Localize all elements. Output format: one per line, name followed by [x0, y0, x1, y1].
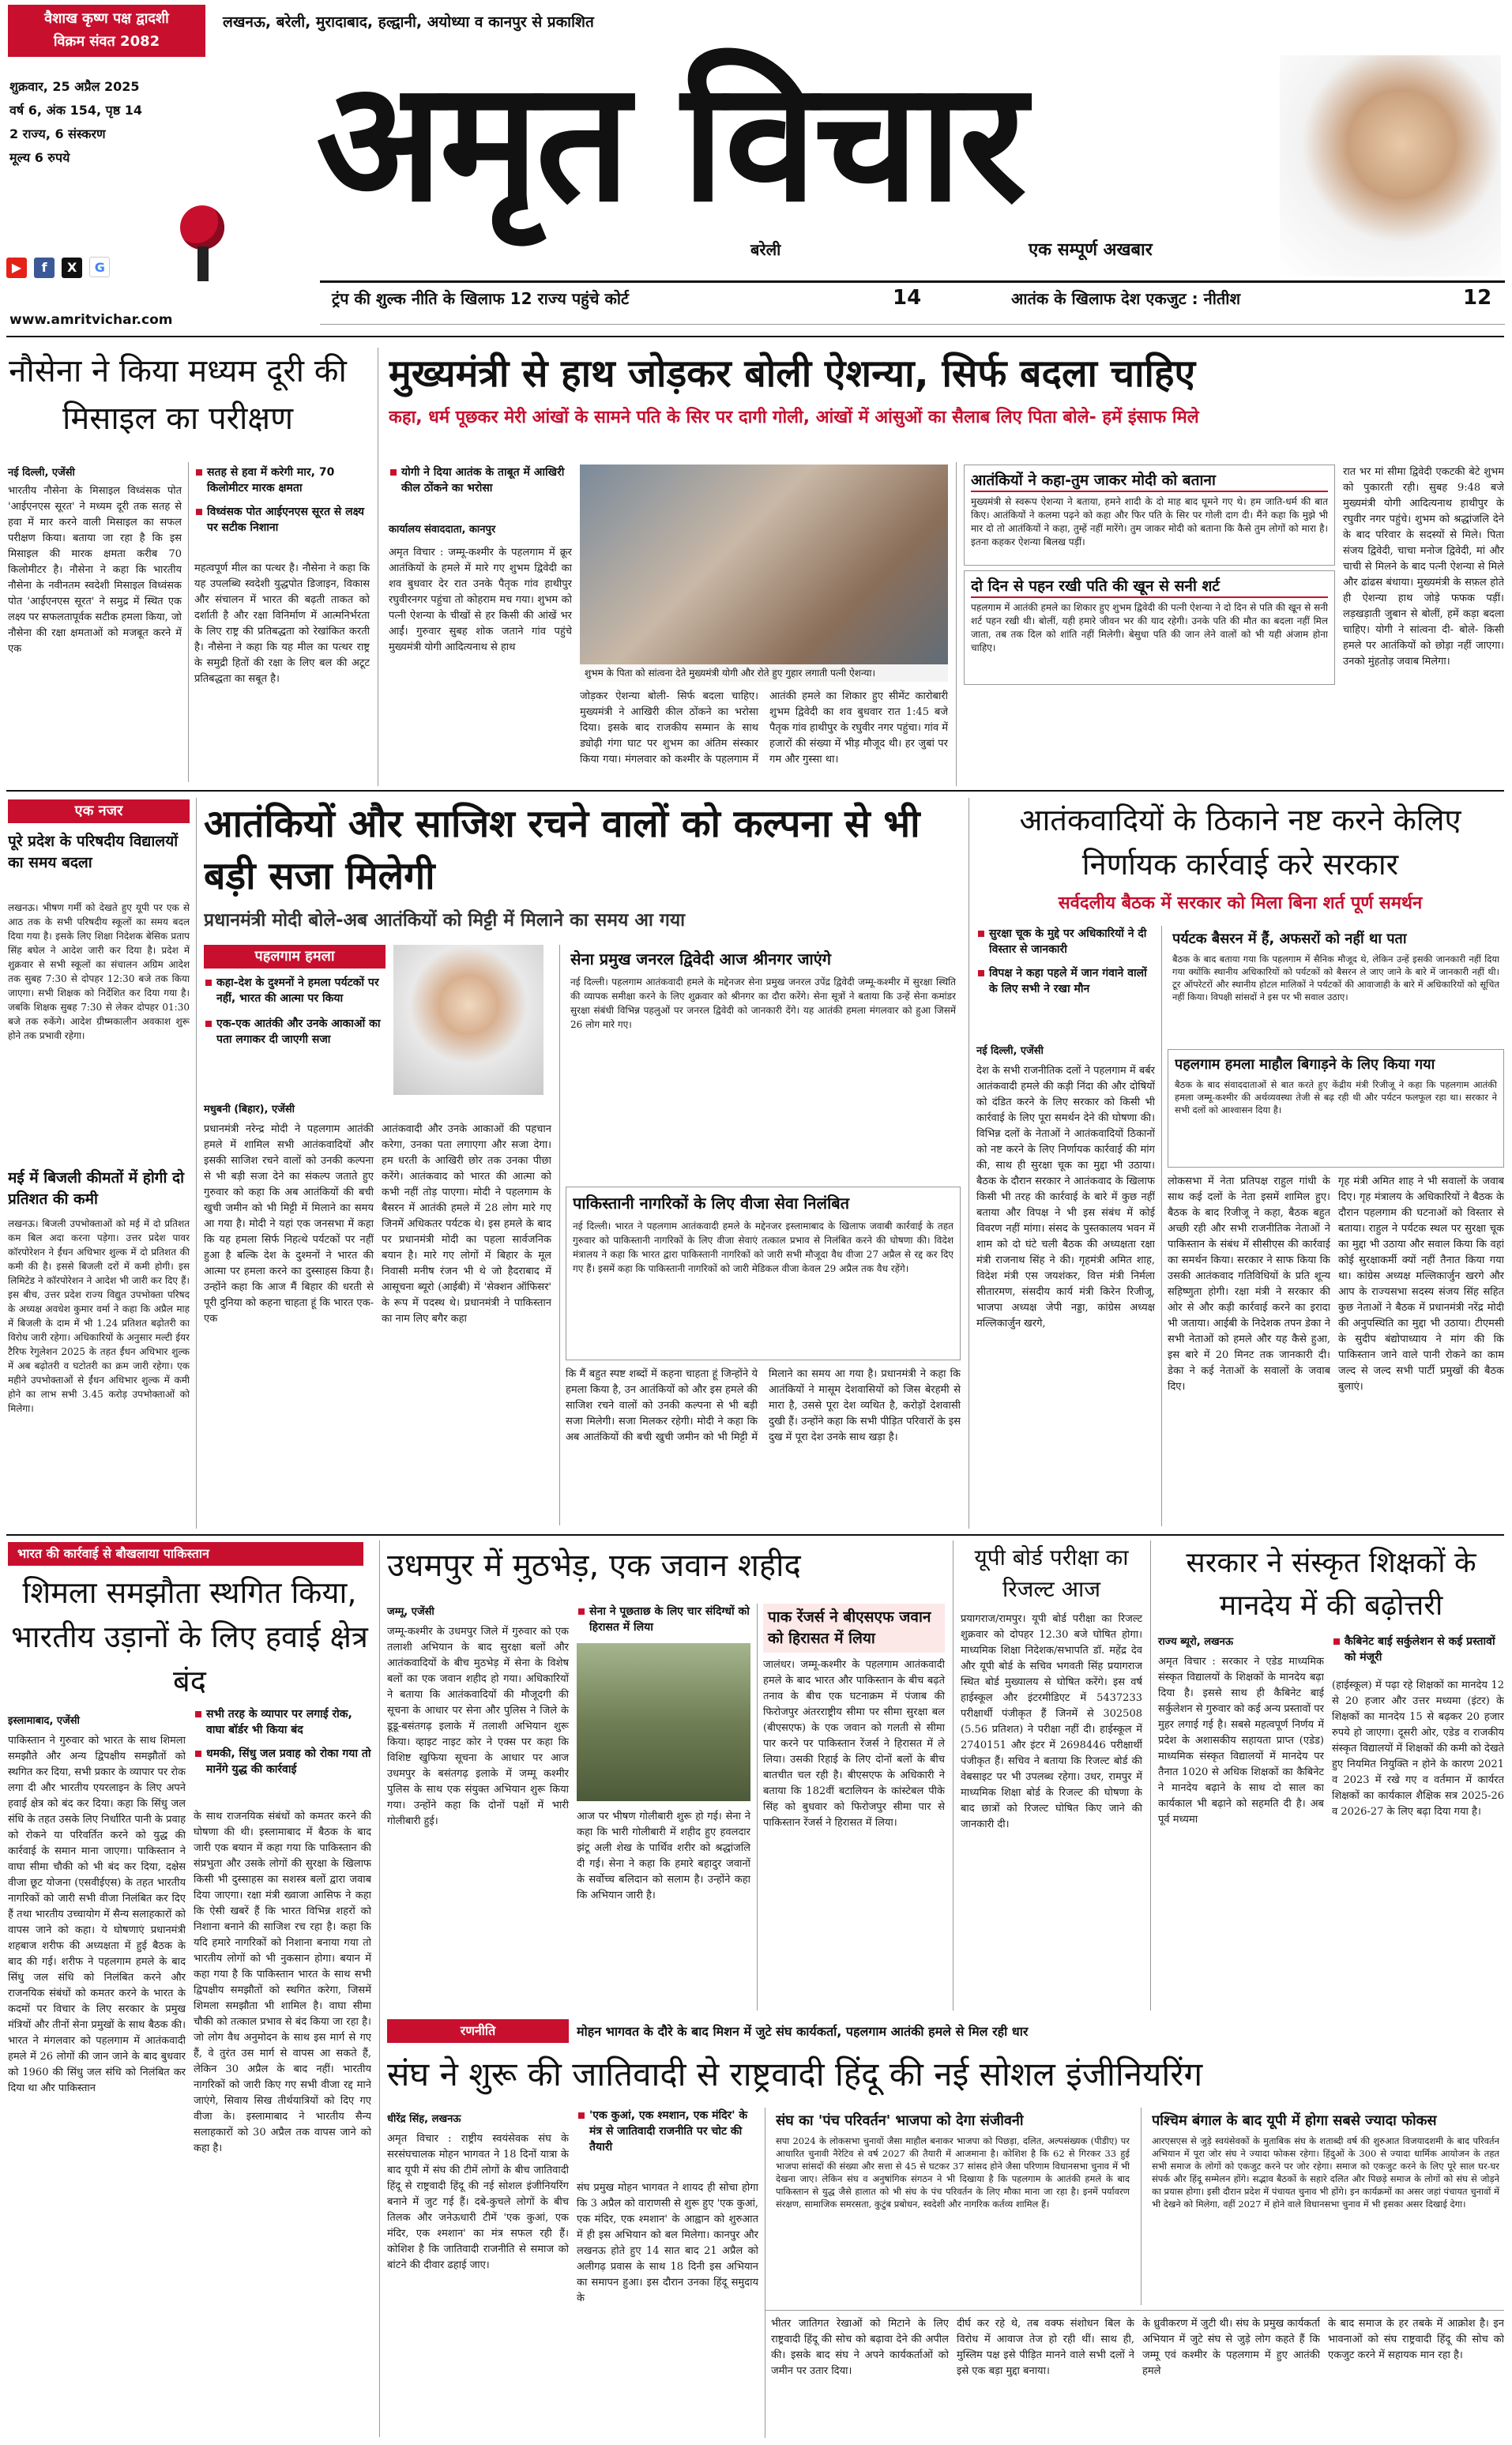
modi-portrait — [393, 945, 543, 1095]
navy-body-2: महत्वपूर्ण मील का पत्थर है। नौसेना ने कहा कि यह उपलब्धि स्वदेशी युद्धपोत डिजाइन, विकास और संचालन में भारत की बढ़ती ताकत को दर्शाती है और रक्षा विनिर्माण में आत्मनिर्भरता के लिए राष्ट्र की प्रतिबद्धता को रेखांकित करती है। नौसेना ने कहा कि यह मील का पत्थर राष्ट्र के समुद्री हितों की रक्षा के लिए बल की अटूट प्रतिबद्धता का सबूत है। — [194, 562, 370, 685]
navy-headline: नौसेना ने किया मध्यम दूरी की मिसाइल का परीक्षण — [9, 353, 347, 437]
all-party-bullet-2: विपक्ष ने कहा पहले में जान गंवाने वालों के लिए सभी ने रखा मौन — [976, 965, 1155, 997]
udhampur-bullet: सेना ने पूछताछ के लिए चार संदिग्धों को हिरासत में लिया — [577, 1604, 750, 1635]
udhampur-dateline: जम्मू, एजेंसी — [387, 1606, 434, 1618]
rss-box-2-title: पश्चिम बंगाल के बाद यूपी में होगा सबसे ज्यादा फोकस — [1152, 2112, 1437, 2129]
udhampur-headline: उधमपुर में मुठभेड़, एक जवान शहीद — [387, 1548, 801, 1584]
navy-dateline: नई दिल्ली, एजेंसी — [8, 467, 75, 479]
visa-title: पाकिस्तानी नागरिकों के लिए वीजा सेवा निलंबित — [573, 1194, 850, 1213]
aishanya-subhead: कहा, धर्म पूछकर मेरी आंखों के सामने पति के सिर पर दागी गोली, आंखों में आंसुओं का सैलाब लिए पिता बोले- हमें इंसाफ मिले — [389, 408, 1199, 427]
navy-bullets — [194, 465, 370, 536]
aishanya-photo-caption: शुभम के पिता को सांत्वना देते मुख्यमंत्री योगी और रोते हुए गुहार लगाती पत्नी ऐशन्या। — [580, 664, 948, 682]
teaser-2-page: 12 — [1463, 286, 1492, 310]
navy-body: भारतीय नौसेना के मिसाइल विध्वंसक पोत 'आईएनएस सूरत' ने मध्यम दूरी तक सतह से हवा में मार करने वाली मिसाइल का सफल परीक्षण किया। बताया जा रहा है कि इस मिसाइल की मारक क्षमता करीब 70 किलोमीटर है। नौसेना ने कहा कि भारतीय नौसेना के नवीनतम स्वदेशी मिसाइल विध्वंसक पोत 'आईएनएस सूरत' ने समुद्र में स्थित एक लक्ष्य पर सफलतापूर्वक सटीक हमला किया, जो नौसेना की रक्षा क्षमताओं को मजबूत करने में एक — [8, 485, 182, 655]
newspaper-title: अमृत विचार — [316, 45, 1024, 239]
modi-tag: पहलगाम हमला — [204, 945, 386, 969]
tagline: एक सम्पूर्ण अखबार — [1029, 240, 1153, 260]
masthead-rule — [6, 336, 1504, 337]
rss-bottom-3: के ध्रुवीकरण में जुटी थी। संघ के प्रमुख कार्यकर्ता अभियान में जुटे संघ से जुड़े लोग कहते हैं कि जम्मू एवं कश्मीर के पहलगाम में हुए आतंकी हमले — [1142, 2318, 1320, 2377]
sanskrit-headline: सरकार ने संस्कृत शिक्षकों के मानदेय में की बढ़ोत्तरी — [1186, 1547, 1476, 1622]
issue-volume: वर्ष 6, अंक 154, पृष्ठ 14 — [9, 103, 142, 118]
aishanya-bullet-box — [389, 465, 572, 496]
sanskrit-bullet: कैबिनेट बाई सर्कुलेशन से कई प्रस्तावों को मंजूरी — [1332, 1634, 1504, 1665]
modi-dateline: मधुबनी (बिहार), एजेंसी — [204, 1104, 295, 1115]
modi-body-1: प्रधानमंत्री नरेन्द्र मोदी ने पहलगाम आतंकी हमले में शामिल सभी आतंकवादियों और इसकी साजिश रचने वालों को उनकी कल्पना से भी बड़ी सजा देने का संकल्प जताते हुए गुरुवार को कहा कि अब आतंकियों की बची खुची जमीन को भी मिट्टी में मिलाने का समय आ गया है। मोदी ने यहां एक जनसभा में कहा कि यह हमला सिर्फ निहत्थे पर्यटकों पर नहीं हुआ है बल्कि देश के दुश्मनों ने भारत की आत्मा पर हमला करने का दुस्साहस किया है। उन्होंने कहा कि आज मैं बिहार की धरती से पूरी दुनिया को कहना चाहता हूं कि भारत एक-एक — [204, 1123, 374, 1325]
upboard-body: प्रयागराज/रामपुर। यूपी बोर्ड परीक्षा का रिजल्ट शुक्रवार को दोपहर 12.30 बजे घोषित होगा। माध्यमिक शिक्षा निदेशक/सभापति डॉ. महेंद्र देव और यूपी बोर्ड के सचिव भगवती सिंह प्रयागराज स्थित बोर्ड मुख्यालय से घोषित करेंगे। इस वर्ष हाईस्कूल और इंटरमीडिएट में 5437233 परीक्षार्थी पंजीकृत हैं जिनमें से 302508 (5.56 प्रतिशत) ने परीक्षा नहीं दी। हाईस्कूल में 2740151 और इंटर में 2698446 परीक्षार्थी पंजीकृत हैं। सचिव ने बताया कि रिजल्ट बोर्ड की वेबसाइट पर भी उपलब्ध रहेगा। उधर, रामपुर में माध्यमिक शिक्षा बोर्ड के रिजल्ट की घोषणा के बाद छात्रों को रिजल्ट घोषित किए जाने की जानकारी दी। — [961, 1613, 1142, 1830]
editions-line: लखनऊ, बरेली, मुरादाबाद, हल्द्वानी, अयोध्या व कानपुर से प्रकाशित — [223, 13, 594, 31]
army-chief-title: सेना प्रमुख जनरल द्विवेदी आज श्रीनगर जाएंगे — [570, 950, 832, 969]
city-name: बरेली — [750, 240, 781, 259]
rss-box-2-body: आरएसएस से जुड़े स्वयंसेवकों के मुताबिक संघ के शताब्दी वर्ष की शुरुआत विजयादशमी के बाद परिवर्तन अभियान में पूरा जोर संघ ने ज्यादा फोकस रहेगा। हिंदुओं के 300 से ज्यादा धार्मिक आयोजन के तहत सभी समाज के लोगों को एकजुट करने पर जोर रहेगा। समाज को एकजुट करने के लिए पूरे साल घर-घर संपर्क और हिंदू सम्मेलन होंगे। सद्भाव बैठकों के सहारे दलित और पिछड़े समाज के लोगों को संघ से जोड़ने का प्रयास होगा। इसी दौरान प्रदेश में पंचायत चुनाव भी होंगे। इन कार्यक्रमों का असर जहां पंचायत चुनावों में भी देखने को मिलेगा, वहीं 2027 में होने वाले विधानसभा चुनाव में भी इसका असर दिखाई देगा। — [1152, 2135, 1499, 2210]
all-party-subhead: सर्वदलीय बैठक में सरकार को मिला बिना शर्त पूर्ण समर्थन — [1058, 893, 1423, 913]
rss-box-2 — [1147, 2108, 1504, 2305]
edition-info — [9, 75, 183, 170]
teaser-1-page: 14 — [893, 286, 922, 310]
modi-headline: आतंकियों और साजिश रचने वालों को कल्पना से भी बड़ी सजा मिलेगी — [204, 802, 920, 898]
rss-bottom-1: भीतर जातिगत रेखाओं को मिटाने के लिए राष्ट्रवादी हिंदू की सोच को बढ़ावा देने की अपील की। इसके बाद संघ ने अपने कार्यकर्ताओं को जमीन पर उतार दिया। — [771, 2318, 949, 2377]
shimla-headline: शिमला समझौता स्थगित किया, भारतीय उड़ानों के लिए हवाई क्षेत्र बंद — [11, 1575, 368, 1698]
issue-date: शुक्रवार, 25 अप्रैल 2025 — [9, 79, 140, 94]
x-icon[interactable]: X — [62, 258, 82, 278]
aishanya-body: अमृत विचार : जम्मू-कश्मीर के पहलगाम में क्रूर आतंकियों के हमले में मारे गए शुभम द्विवेदी का शव बुधवार देर रात उनके पैतृक गांव हाथीपुर रघुवीरनगर पहुंचा तो कोहराम मच गया। शुभम को पत्नी ऐशन्या के चीखों से हर किसी की आंखें भर आईं। गुरुवार सुबह शोक जताने गांव पहुंचे मुख्यमंत्री योगी आदित्यनाथ से हाथ — [389, 547, 572, 653]
modi-subhead: प्रधानमंत्री मोदी बोले-अब आतंकियों को मिट्टी में मिलाने का समय आ गया — [204, 910, 686, 931]
rss-body-1: अमृत विचार : राष्ट्रीय स्वयंसेवक संघ के सरसंघचालक मोहन भागवत ने 18 दिनों यात्रा के बाद यूपी में संघ की टीमें लोगों के बीच जातिवादी हिंदू से राष्ट्रवादी हिंदू की नई सोशल इंजीनियरिंग बनाने में जुट गई हैं। दबे-कुचले लोगों के बीच तिलक और जनेऊधारी टीमें 'एक कुआं, एक मंदिर, एक श्मशान' का मंत्र सफल रही हैं। कोशिश है कि जातिवादी राजनीति से समाज को बांटने की दीवार ढहाई जाए। — [387, 2133, 569, 2271]
shimla-dateline: इस्लामाबाद, एजेंसी — [8, 1715, 80, 1727]
aishanya-box-2 — [964, 570, 1335, 685]
atmosphere-box-body: बैठक के बाद संवाददाताओं से बात करते हुए केंद्रीय मंत्री रिजीजू ने कहा कि पहलगाम आतंकी हमला जम्मू-कश्मीर की अर्थव्यवस्था तेजी से बढ़ रही थी और पर्यटन फलफूल रहा था। सरकार ने सभी दलों को आश्वासन दिया है। — [1175, 1079, 1497, 1115]
panchang-box — [8, 5, 205, 57]
army-chief-body: नई दिल्ली। पहलगाम आतंकवादी हमले के मद्देनजर सेना प्रमुख जनरल उपेंद्र द्विवेदी जम्मू-कश्मीर में सुरक्षा स्थिति की व्यापक समीक्षा करने के लिए शुक्रवार को श्रीनगर का दौरा करेंगे। सेना सूत्रों ने बताया कि उन्हें सेना कमांडर सुरक्षा संबंधी विभिन्न पहलुओं पर जनरल द्विवेदी को जानकारी देंगे। यह आतंकी हमला मंगलवार को हुआ जिसमें 26 लोग मारे गए। — [570, 976, 956, 1030]
shimla-body-2: के साथ राजनयिक संबंधों को कमतर करने की घोषणा की थी। इस्लामाबाद में बैठक के बाद जारी एक बयान में कहा गया कि पाकिस्तान की संप्रभुता और उसके लोगों की सुरक्षा के खिलाफ किसी भी दुस्साहस का सशस्त्र बलों द्वारा जवाब दिया जाएगा। रक्षा मंत्री ख्वाजा आसिफ ने कहा कि ऐसी खबरें हैं कि भारत विभिन्न शहरों को निशाना बनाने की साजिश रच रहा है। कहा कि यदि हमारे नागरिकों को निशाना बनाया गया तो भारतीय लोगों को भी नुकसान होगा। बयान में कहा गया है कि पाकिस्तान भारत के साथ सभी द्विपक्षीय समझौतों को स्थगित करेगा, जिसमें शिमला समझौता भी शामिल है। वाघा सीमा चौकी को तत्काल प्रभाव से बंद किया जा रहा है। जो लोग वैध अनुमोदन के साथ इस मार्ग से गए हैं, वे तुरंत उस मार्ग से वापस आ सकते हैं, लेकिन 30 अप्रैल के बाद नहीं। भारतीय नागरिकों को जारी किए गए सभी वीजा रद्द माने जाएंगे, सिवाय सिख तीर्थयात्रियों को दिए गए वीजा के। इस्लामाबाद ने भारतीय सैन्य सलाहकारों को 30 अप्रैल तक वापस जाने को कहा है। — [194, 1811, 371, 2154]
upboard-headline: यूपी बोर्ड परीक्षा का रिजल्ट आज — [974, 1544, 1129, 1602]
all-party-body-3: गृह मंत्री अमित शाह ने भी सवालों के जवाब दिए। गृह मंत्रालय के अधिकारियों ने बैठक के दौरान पहलगाम की घटनाओं को विस्तार से बताया। राहुल ने पर्यटक स्थल पर सुरक्षा चूक का मुद्दा भी उठाया और सवाल किया कि वहां कोई सुरक्षाकर्मी क्यों नहीं तैनात किया गया था। कांग्रेस अध्यक्ष मल्लिकार्जुन खरगे और आप के राज्यसभा सदस्य संजय सिंह सहित कुछ नेताओं ने बैठक में प्रधानमंत्री नरेंद्र मोदी की अनुपस्थिति का मुद्दा भी उठाया। टीएमसी के सुदीप बंद्योपाध्याय ने मांग की कि पाकिस्तान जाने वाले पानी रोकने का काम जल्द से जल्द सभी पार्टी प्रमुखों की बैठक बुलाएं। — [1338, 1175, 1504, 1393]
ek-nazar-h2: मई में बिजली कीमतों में होगी दो प्रतिशत की कमी — [8, 1169, 185, 1208]
visa-box — [566, 1187, 961, 1360]
rss-kicker: मोहन भागवत के दौरे के बाद मिशन में जुटे संघ कार्यकर्ता, पहलगाम आतंकी हमले से मिल रही धार — [577, 2024, 1029, 2039]
google-icon[interactable]: G — [89, 257, 110, 277]
rss-bottom-4: के बाद समाज के हर तबके में आक्रोश है। इन भावनाओं को संघ राष्ट्रवादी हिंदू की सोच को एकजुट करने में सहायक मान रहा है। — [1328, 2318, 1504, 2361]
sanskrit-dateline: राज्य ब्यूरो, लखनऊ — [1158, 1636, 1234, 1648]
udhampur-caption: आज पर भीषण गोलीबारी शुरू हो गई। सेना ने कहा कि भारी गोलीबारी में शहीद हुए हवलदार झंटू अली शेख के पार्थिव शरीर को श्रद्धांजलि दी गई। सेना ने कहा कि हमारे बहादुर जवानों के सर्वोच्च बलिदान को सलाम है। उन्होंने कहा कि अभियान जारी है। — [577, 1811, 750, 1901]
shimla-bullets — [194, 1706, 371, 1777]
atmosphere-box — [1168, 1049, 1504, 1168]
ek-nazar-b2: लखनऊ। बिजली उपभोक्ताओं को मई में दो प्रतिशत कम बिल अदा करना पड़ेगा। उत्तर प्रदेश पावर कॉरपोरेशन ने ईंधन अधिभार शुल्क में दो प्रतिशत की कमी की है। इससे बिजली दरों में कमी होगी। इस लिमिटेड ने कॉरपोरेशन ने आदेश भी जारी कर दिए हैं। इस बीच, उत्तर प्रदेश राज्य विद्युत उपभोक्ता परिषद के अध्यक्ष अवधेश कुमार वर्मा ने कहा कि अप्रैल माह में बिजली के दाम में भी 1.24 प्रतिशत बढ़ोतरी का विरोध जारी रहेगा। अधिकारियों के अनुसार मल्टी ईयर टैरिफ रेगुलेशन 2025 के तहत ईंधन अधिभार शुल्क में अब बढ़ोतरी व घटोतरी का क्रम जारी रहेगा। एक महीने उपभोक्ताओं से ईंधन अधिभार शुल्क में कमी होने का लाभ सभी 3.45 करोड़ उपभोक्ताओं को मिलेगा। — [8, 1218, 190, 1414]
modi-bullet-1: कहा-देश के दुश्मनों ने हमला पर्यटकों पर नहीं, भारत की आत्मा पर किया — [204, 975, 386, 1006]
navy-bullet-2: विध्वंसक पोत आईएनएस सूरत से लक्ष्य पर सटीक निशाना — [194, 504, 370, 536]
ek-nazar-b1: लखनऊ। भीषण गर्मी को देखते हुए यूपी पर एक से आठ तक के सभी परिषदीय स्कूलों का समय बदल दिया गया है। इसके लिए शिक्षा निदेशक बेसिक प्रताप सिंह बघेल ने आदेश जारी कर दिया है। प्रदेश में शुक्रवार से सभी स्कूलों का संचालन अग्रिम आदेश तक सुबह 7:30 से दोपहर 12:30 बजे तक किया जाएगा। सभी शिक्षक को निर्देशित कर दिया गया है। जबकि शिक्षक सुबह 7:30 से लेकर दोपहर 01:30 बजे तक रुकेंगे। आदेश ग्रीष्मकालीन अवकाश शुरू होने तक प्रभावी रहेगा। — [8, 902, 190, 1041]
tourist-box-title: पर्यटक बैसरन में हैं, अफसरों को नहीं था पता — [1172, 931, 1407, 947]
shimla-bullet-2: धमकी, सिंधु जल प्रवाह को रोका गया तो मानेंगे युद्ध की कार्रवाई — [194, 1746, 371, 1777]
tourist-box — [1168, 926, 1504, 1046]
teaser-2[interactable]: आतंक के खिलाफ देश एकजुट : नीतीश — [1011, 289, 1241, 308]
bsf-box — [763, 1604, 945, 2011]
udhampur-body: जम्मू-कश्मीर के उधमपुर जिले में गुरुवार को एक तलाशी अभियान के बाद सुरक्षा बलों और आतंकवादियों के बीच मुठभेड़ में सेना के विशेष बलों का एक जवान शहीद हो गया। अधिकारियों ने बताया कि आतंकवादियों की मौजूदगी की सूचना के आधार पर सेना और पुलिस ने जिले के डूडू-बसंतगढ़ इलाके में तलाशी अभियान शुरू किया। व्हाइट नाइट कोर ने एक्स पर कहा कि विशिष्ट खुफिया सूचना के आधार पर आज उधमपुर के बसंतगढ़ इलाके में जम्मू कश्मीर पुलिस के साथ एक संयुक्त अभियान शुरू किया गया। उन्होंने कहा कि दोनों पक्षों में भारी गोलीबारी हुई। — [387, 1626, 569, 1827]
aishanya-box-1 — [964, 465, 1335, 566]
visa-body: नई दिल्ली। भारत ने पहलगाम आतंकवादी हमले के मद्देनजर इस्लामाबाद के खिलाफ जवाबी कार्रवाई के तहत गुरुवार को पाकिस्तानी नागरिकों के लिए वीजा सेवाएं तत्काल प्रभाव से निलंबित करने की घोषणा की। विदेश मंत्रालय ने कहा कि भारत द्वारा पाकिस्तानी नागरिकों को जारी सभी मौजूदा वैध वीजा 27 अप्रैल से रद्द कर दिए गए हैं। इसमें कहा कि पाकिस्तानी नागरिकों को जारी मेडिकल वीजा केवल 29 अप्रैल तक वैध रहेंगे। — [573, 1221, 953, 1274]
all-party-bullet-1: सुरक्षा चूक के मुद्दे पर अधिकारियों ने दी विस्तार से जानकारी — [976, 926, 1155, 957]
masthead-portrait — [1280, 55, 1501, 276]
shimla-bullet-1: सभी तरह के व्यापार पर लगाई रोक, वाघा बॉर्डर भी किया बंद — [194, 1706, 371, 1738]
udhampur-bullet-box — [577, 1604, 750, 1635]
all-party-body: देश के सभी राजनीतिक दलों ने पहलगाम में बर्बर आतंकवादी हमले की कड़ी निंदा की और दोषियों को दंडित करने के लिए सरकार को किसी भी कार्रवाई के लिए पूरा समर्थन देने की घोषणा की। विभिन्न दलों के नेताओं ने आतंकवादियों ठिकानों को नष्ट करने के लिए निर्णायक कार्रवाई की मांग की, साथ ही सुरक्षा चूक का मुद्दा भी उठाया। बैठक के दौरान सरकार ने आतंकवाद के खिलाफ किसी भी तरह की कार्रवाई के बारे में कुछ नहीं बताया और विपक्ष ने भी इस संबंध में कोई विवरण नहीं मांगा। संसद के पुस्तकालय भवन में शाम को दो घंटे चली बैठक की अध्यक्षता रक्षा मंत्री राजनाथ सिंह ने की। गृहमंत्री अमित शाह, विदेश मंत्री एस जयशंकर, वित्त मंत्री निर्मला सीतारमण, संसदीय कार्य मंत्री किरेन रिजीजू, भाजपा अध्यक्ष जेपी नड्डा, कांग्रेस अध्यक्ष मल्लिकार्जुन खरगे, — [976, 1065, 1155, 1330]
hindu-month: वैशाख कृष्ण पक्ष द्वादशी — [44, 10, 169, 27]
atmosphere-box-title: पहलगाम हमला माहौल बिगाड़ने के लिए किया गया — [1175, 1056, 1435, 1073]
aishanya-box-1-title: आतंकियों ने कहा-तुम जाकर मोदी को बताना — [971, 470, 1328, 492]
sanskrit-body-1: अमृत विचार : सरकार ने एडेड माध्यमिक संस्कृत विद्यालयों के शिक्षकों के मानदेय बढ़ा दिया है। इससे साथ ही कैबिनेट बाई सर्कुलेशन से गुरुवार को कई अन्य प्रस्तावों पर मुहर लगाई गई है। सबसे महत्वपूर्ण निर्णय में प्रदेश के अशासकीय सहायता प्राप्त (एडेड) माध्यमिक संस्कृत विद्यालयों में मानदेय पर तैनात 1020 से अधिक शिक्षकों का कैबिनेट ने मानदेय बढ़ाने के साथ दो साल का कार्यकाल भी बढ़ाने को सहमति दी है। अब पूर्व मध्यमा — [1158, 1656, 1324, 1826]
aishanya-bullet: योगी ने दिया आतंक के ताबूत में आखिरी कील ठोंकने का भरोसा — [389, 465, 572, 496]
sanskrit-bullet-box — [1332, 1634, 1504, 1665]
modi-body-3: कि मैं बहुत स्पष्ट शब्दों में कहना चाहता हूं जिन्होंने ये हमला किया है, उन आतंकियों को और इस हमले की साजिश रचने वालों को उनकी कल्पना से भी बड़ी सजा मिलेगी। सजा मिलकर रहेगी। मोदी ने कहा कि अब आतंकियों की बची खुची जमीन को भी मिट्टी में मिलाने का समय आ गया है। प्रधानमंत्री ने कहा कि आतंकियों ने मासूम देशवासियों को जिस बेरहमी से मारा है, उससे पूरा देश व्यथित है, करोड़ों देशवासी दुखी हैं। उन्होंने कहा कि सभी पीड़ित परिवारों के इस दुख में पूरा देश उनके साथ खड़ा है। — [566, 1368, 961, 1443]
rss-headline: संघ ने शुरू की जातिवादी से राष्ट्रवादी हिंदू की नई सोशल इंजीनियरिंग — [387, 2055, 1203, 2093]
edition-count: 2 राज्य, 6 संस्करण — [9, 126, 106, 141]
rss-box-1 — [771, 2108, 1134, 2305]
rss-bottom-2: दीर्घ कर रहे थे, तब वक्फ संशोधन बिल के विरोध में आवाज तेज हो रही थीं। साथ ही, मुस्लिम पक्ष इसे पीड़ित मानने वाले सभी दलों ने इसे एक बड़ा मुद्दा बनाया। — [957, 2318, 1134, 2377]
modi-body-2: आतंकवादी और उनके आकाओं की पहचान करेगा, उनका पता लगाएगा और सजा देगा। हम धरती के आखिरी छोर तक उनका पीछा करेंगे। आतंकवाद को भारत की आत्मा को कभी नहीं तोड़ पाएगा। मोदी ने पहलगाम के बैसरन में आतंकी हमले में 28 लोग मारे गए जिनमें अधिकतर पर्यटक थे। इस हमले के बाद पर प्रधानमंत्री मोदी का पहला सार्वजनिक बयान है। मारे गए लोगों में बिहार के मूल निवासी मनीष रंजन भी थे जो हैदराबाद में आसूचना ब्यूरो (आईबी) में 'सेक्शन ऑफिसर' के रूप में पदस्थ थे। प्रधानमंत्री ने पाकिस्तान का नाम लिए बगैर कहा — [382, 1123, 551, 1325]
tourist-box-body: बैठक के बाद बताया गया कि पहलगाम में सैनिक मौजूद थे, लेकिन उन्हें इसकी जानकारी नहीं दिया गया क्योंकि स्थानीय अधिकारियों को पर्यटकों को बैसरन ले जाए जाने के बारे में जानकारी नहीं थी। टूर ऑपरेटरों और स्थानीय होटल मालिकों ने पर्यटकों की आवाजाही के बारे में अधिकारियों को सूचित नहीं किया। विपक्षी सांसदों ने इस पर भी सवाल उठाए। — [1172, 954, 1499, 1002]
samvat: विक्रम संवत 2082 — [53, 33, 160, 50]
aishanya-box-2-body: पहलगाम में आतंकी हमले का शिकार हुए शुभम द्विवेदी की पत्नी ऐशन्या ने दो दिन से पति की खून से सनी शर्ट पहन रखी थी। बोलीं, यही हमारे जीवन भर की याद रहेगी। उनके पति की मौत का बदला नहीं मिल जाता, तब तक दिल को शांति नहीं मिलेगी। बेसुधा पति की जान लेने वालों को भी यही अंजाम होना चाहिए। — [971, 602, 1328, 653]
facebook-icon[interactable]: f — [34, 258, 55, 278]
all-party-body-2: लोकसभा में नेता प्रतिपक्ष राहुल गांधी के साथ कई दलों के नेता इसमें शामिल हुए। बैठक के बाद रिजीजू ने कहा, बैठक बहुत अच्छी रही और सभी राजनीतिक नेताओं ने पाकिस्तान के संबंध में सीसीएस की कार्रवाई का समर्थन किया। सरकार ने साफ किया कि उसकी आतंकवाद गतिविधियों के प्रति शून्य सहिष्णुता होगी। रक्षा मंत्री ने सरकार की ओर से और कड़ी कार्रवाई करने का इरादा भी जताया। आईबी के निदेशक तपन डेका ने सभी नेताओं को हमले और यह कैसे हुआ, इस बारे में 20 मिनट तक जानकारी दी। डेका ने कई नेताओं के सवालों के जवाब दिए। — [1168, 1175, 1330, 1393]
navy-bullet-1: सतह से हवा में करेगी मार, 70 किलोमीटर मारक क्षमता — [194, 465, 370, 496]
bsf-title: पाक रेंजर्स ने बीएसएफ जवान को हिरासत में लिया — [763, 1604, 945, 1653]
aishanya-byline: कार्यालय संवाददाता, कानपुर — [389, 524, 496, 536]
aishanya-box-2-title: दो दिन से पहन रखी पति की खून से सनी शर्ट — [971, 576, 1328, 598]
aishanya-box-1-body: मुख्यमंत्री से स्वरूप ऐशन्या ने बताया, हमने शादी के दो माह बाद घूमने गए थे। हम जाति-धर्म की बात किए। आतंकियों ने कलमा पढ़ने को कहा और फिर पति के सिर पर गोली दाग दी। मैंने कहा कि मुझे भी मार दो तो आतंकियों ने कहा, तुम्हें नहीं मारेंगे। तुम जाकर मोदी को बताना कि कैसे तुम लोगों को मारा है। इतना कहकर ऐशन्या बिलख पड़ीं। — [971, 496, 1328, 547]
all-party-headline: आतंकवादियों के ठिकाने नष्ट करने केलिए निर्णायक कार्रवाई करे सरकार — [1019, 803, 1461, 882]
price: मूल्य 6 रुपये — [9, 150, 70, 165]
mic-logo — [166, 197, 237, 284]
rss-bullet: 'एक कुआं, एक श्मशान, एक मंदिर' के मंत्र से जातिवादी राजनीति पर चोट की तैयारी — [577, 2108, 758, 2155]
rss-label: रणनीति — [387, 2019, 569, 2043]
rss-bullet-box — [577, 2108, 758, 2155]
bsf-body: जालंधर। जम्मू-कश्मीर के पहलगाम आतंकवादी हमले के बाद भारत और पाकिस्तान के बीच बढ़ते तनाव के बीच एक घटनाक्रम में पंजाब की फिरोजपुर अंतरराष्ट्रीय सीमा पर सीमा सुरक्षा बल (बीएसएफ) के एक जवान को गलती से सीमा पार करने पर पाकिस्तान रेंजर्स ने हिरासत में ले लिया। उसकी रिहाई के लिए दोनों बलों के बीच बातचीत चल रही है। बीएसएफ के अधिकारी ने बताया कि 182वीं बटालियन के कांस्टेबल पीके सिंह को बुधवार को फिरोजपुर सीमा पार से पाकिस्तान रेंजर्स ने हिरासत में लिया। — [763, 1659, 945, 1829]
modi-bullet-2: एक-एक आतंकी और उनके आकाओं का पता लगाकर दी जाएगी सजा — [204, 1016, 386, 1048]
aishanya-headline: मुख्यमंत्री से हाथ जोड़कर बोली ऐशन्या, सिर्फ बदला चाहिए — [389, 352, 1196, 396]
all-party-dateline: नई दिल्ली, एजेंसी — [976, 1045, 1044, 1057]
army-chief-box — [566, 945, 961, 1182]
rss-box-1-body: सपा 2024 के लोकसभा चुनावों जैसा माहौल बनाकर भाजपा को पिछड़ा, दलित, अल्पसंख्यक (पीडीए) पर आधारित चुनावी नैरेटिव से वर्ष 2027 की तैयारी में आजमाना है। कोशिश है कि 62 से गिरकर 33 हुई भाजपा सांसदों की संख्या और सत्ता से 45 से घटकर 37 सांसद होने जैसा परिणाम विधानसभा चुनाव में भी देखना जाए। लेकिन संघ व अनुषांगिक संगठन ने भी दिखाया है कि पहलगाम के आतंकी हमले के बाद पाकिस्तान से युद्ध जैसे हालात को भी संघ के पंच परिवर्तन के लिए मौका माना जा रहा है। इनमें पर्यावरण संरक्षण, सामाजिक समरसता, कुटुंब प्रबोधन, स्वदेशी और नागरिक कर्तव्य शामिल हैं। — [776, 2135, 1130, 2210]
website-link[interactable]: www.amritvichar.com — [9, 312, 173, 328]
aishanya-body-2: जोड़कर ऐशन्या बोली- सिर्फ बदला चाहिए। मुख्यमंत्री ने आखिरी कील ठोंकने का भरोसा दिया। इसके बाद राजकीय सम्मान के साथ ड्योढ़ी गंगा घाट पर शुभम का अंतिम संस्कार किया गया। मंगलवार को कश्मीर के पहलगाम में आतंकी हमले का शिकार हुए सीमेंट कारोबारी शुभम द्विवेदी का शव बुधवार रात 1:45 बजे पैतृक गांव हाथीपुर के रघुवीर नगर पहुंचा। गांव में हजारों की संख्या में भीड़ मौजूद थी। हर जुबां पर गम और गुस्सा था। — [580, 690, 948, 765]
modi-bullets — [204, 975, 386, 1048]
teaser-1[interactable]: ट्रंप की शुल्क नीति के खिलाफ 12 राज्य पहुंचे कोर्ट — [332, 289, 630, 308]
udhampur-photo — [577, 1643, 750, 1801]
youtube-icon[interactable]: ▶ — [6, 258, 27, 278]
aishanya-right-col: रात भर मां सीमा द्विवेदी एकटकी बेटे शुभम को पुकारती रही। सुबह 9:48 बजे मुख्यमंत्री योगी आदित्यनाथ हाथीपुर के रघुवीर नगर पहुंचे। शुभम को श्रद्धांजलि देने के बाद परिवार के सदस्यों से मिले। पिता संजय द्विवेदी, चाचा मनोज द्विवेदी, मां और चाची से मिलने के बाद पत्नी ऐशन्या से मिले और ढांढस बंधाया। मुख्यमंत्री के सफ़ल होते ही ऐशन्या हाथ जोड़े फफक पड़ीं। लड़खड़ाती जुबान से बोलीं, हमें कड़ा बदला चाहिए। योगी ने सांत्वना दी- बोले- किसी हमले पर आतंकियों को छोड़ा नहीं जाएगा। उनको मुंहतोड़ जवाब मिलेगा। — [1343, 466, 1504, 668]
rss-byline: धीरेंद्र सिंह, लखनऊ — [387, 2113, 461, 2125]
aishanya-photo — [580, 465, 948, 682]
shimla-label: भारत की कार्रवाई से बौखलाया पाकिस्तान — [8, 1542, 363, 1566]
ek-nazar-h1: पूरे प्रदेश के परिषदीय विद्यालयों का समय बदला — [8, 833, 179, 871]
all-party-bullets — [976, 926, 1155, 997]
shimla-body-1: पाकिस्तान ने गुरुवार को भारत के साथ शिमला समझौते और अन्य द्विपक्षीय समझौतों को स्थगित कर दिया, सभी प्रकार के व्यापार पर रोक लगा दी और भारतीय एयरलाइन के लिए अपने हवाई क्षेत्र को बंद कर दिया। कहा कि सिंधु जल संधि के तहत उसके लिए निर्धारित पानी के प्रवाह को रोकने या परिवर्तित करने को युद्ध की कार्रवाई के समान माना जाएगा। पाकिस्तान ने वाघा सीमा चौकी को भी बंद कर दिया, दक्षेस वीजा छूट योजना (एसवीईएस) के तहत भारतीय नागरिकों को जारी सभी वीजा निलंबित कर दिए हैं तथा भारतीय उच्चायोग में सैन्य सलाहकारों को वापस जाने को कहा। ये घोषणाएं प्रधानमंत्री शहबाज शरीफ की अध्यक्षता में हुई बैठक के बाद की गई। शरीफ ने पहलगाम हमले के बाद सिंधु जल संधि को निलंबित करने और राजनयिक संबंधों को कमतर करने के भारत के कदमों पर विचार के लिए सरकार के प्रमुख मंत्रियों और तीनों सेना प्रमुखों के साथ बैठक की। भारत ने मंगलवार को पहलगाम में आतंकवादी हमले में 26 लोगों की जान जाने के बाद बुधवार को 1960 की सिंधु जल संधि को निलंबित कर दिया था और पाकिस्तान — [8, 1735, 186, 2094]
ek-nazar-label: एक नजर — [8, 799, 190, 823]
sanskrit-body-2: (हाईस्कूल) में पढ़ा रहे शिक्षकों का मानदेय 12 से 20 हजार और उत्तर मध्यमा (इंटर) के शिक्षकों का मानदेय 15 से बढ़कर 20 हजार रुपये हो जाएगा। दूसरी ओर, एडेड व राजकीय संस्कृत विद्यालयों में शिक्षकों की कमी को देखते हुए नियमित नियुक्ति न होने के कारण 2021 व 2023 में रखे गए व वर्तमान में कार्यरत शिक्षकों का कार्यकाल शैक्षिक सत्र 2025-26 व 2026-27 के लिए बढ़ा दिया गया है। — [1332, 1680, 1504, 1818]
rss-box-1-title: संघ का 'पंच परिवर्तन' भाजपा को देगा संजीवनी — [776, 2112, 1024, 2129]
rss-body-2: संघ प्रमुख मोहन भागवत ने शायद ही सोचा होगा कि 3 अप्रैल को वाराणसी से शुरू हुए 'एक कुआं, एक मंदिर, एक श्मशान' के आह्वान को शुरुआत में ही इस अभियान को बल मिलेगा। कानपुर और लखनऊ होते हुए 14 सात बाद 21 अप्रैल को अलीगढ़ प्रवास के साथ 18 दिनी इस अभियान का समापन हुआ। इस दौरान उनका हिंदू समुदाय के — [577, 2182, 758, 2304]
